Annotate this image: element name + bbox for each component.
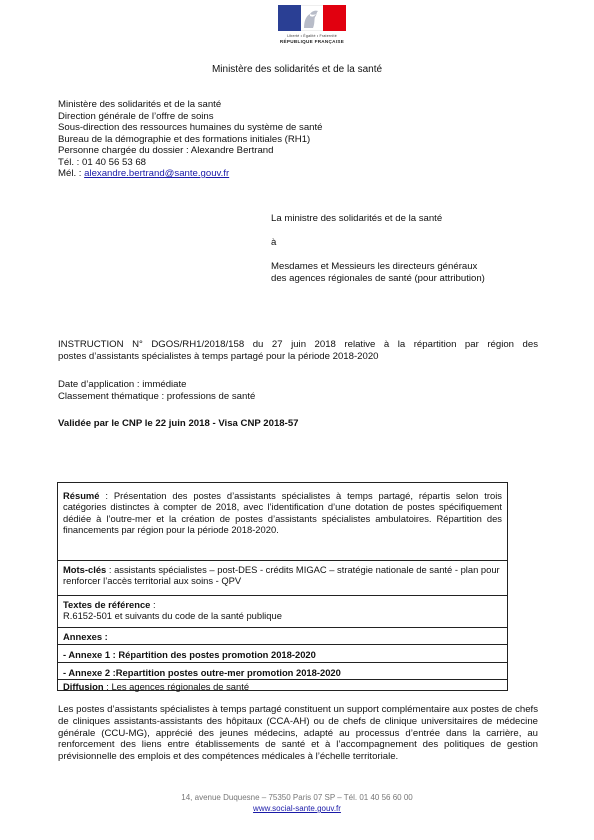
recipient-addressee: Mesdames et Messieurs les directeurs généraux: [271, 261, 478, 272]
email-link[interactable]: alexandre.bertrand@sante.gouv.fr: [84, 168, 230, 179]
motscles-section: [58, 560, 507, 595]
resume-text: : Présentation des postes d’assistants spécialistes à temps partagé, répartis selon trois catégories distinctes à compter de 2018, avec l’identification d’une dotation de postes spécifiquement dédiée à l’outre-mer et la création de postes d’assistants spécialistes ambulatoires. Répartition des financements par région pour la période 2018-2020.: [63, 490, 502, 536]
recipient-addressee: des agences régionales de santé (pour attribution): [271, 273, 485, 284]
website-link[interactable]: www.social-sante.gouv.fr: [253, 804, 341, 813]
sender-line: Bureau de la démographie et des formations initiales (RH1): [58, 133, 311, 145]
resume-label: Résumé: [63, 490, 100, 501]
textes-label: Textes de référence: [63, 599, 151, 610]
instruction-title-line: INSTRUCTION N° DGOS/RH1/2018/158 du 27 juin 2018 relative à la répartition par région des: [58, 339, 538, 350]
recipient-block: [271, 213, 485, 285]
recipient-to-word: à: [271, 237, 277, 248]
diffusion-text: : Les agences régionales de santé: [103, 681, 250, 692]
instruction-title-line: postes d’assistants spécialistes à temps partagé pour la période 2018-2020: [58, 351, 379, 362]
sender-line: Direction générale de l’offre de soins: [58, 110, 214, 122]
sender-block: [58, 99, 323, 180]
sender-line: Tél. : 01 40 56 53 68: [58, 156, 147, 168]
mail-label: Mél. :: [58, 168, 85, 179]
body-paragraph: Les postes d’assistants spécialistes à temps partagé constituent un support complémentaire aux postes de chefs de cliniques assistants-assistants des hôpitaux (CCA-AH) ou de chefs de clinique universitaires de médecine générale (CCU-MG), apprécié des jeunes médecins, adapté au processus d’entrée dans la carrière, au renforcement des liens entre établissements de santé et à l’accompagnement des politiques de gestion prévisionnelle des emplois et des compétences médicales à l’échelle territoriale.: [58, 704, 538, 763]
application-info: [58, 379, 255, 402]
footer: [0, 792, 594, 814]
motscles-text: : assistants spécialistes – post-DES - crédits MIGAC – stratégie nationale de santé - plan pour renforcer l’accès territorial aux soins - QPV: [63, 564, 500, 587]
validation-notice: Validée par le CNP le 22 juin 2018 - Visa CNP 2018-57: [58, 418, 299, 429]
instruction-title: [58, 339, 538, 363]
diffusion-label: Diffusion: [63, 681, 104, 692]
recipient-from: La ministre des solidarités et de la santé: [271, 213, 443, 224]
motto-text: Liberté • Égalité • Fraternité: [287, 34, 337, 38]
marianne-icon: [298, 7, 322, 29]
date-application: Date d’application : immédiate: [58, 379, 187, 390]
resume-section: [58, 483, 507, 560]
ministry-header: Ministère des solidarités et de la santé: [211, 64, 383, 75]
sender-line: Personne chargée du dossier : Alexandre Bertrand: [58, 145, 274, 156]
annexes-label: Annexes :: [63, 631, 108, 642]
summary-box: [57, 482, 508, 691]
sender-line: Sous-direction des ressources humaines du système de santé: [58, 122, 323, 133]
classement-thematique: Classement thématique : professions de santé: [58, 390, 256, 402]
footer-address: 14, avenue Duquesne – 75350 Paris 07 SP – Tél. 01 40 56 60 00: [181, 793, 413, 802]
textes-sep: :: [150, 599, 156, 610]
republique-francaise-logo: [276, 5, 348, 51]
republique-text: RÉPUBLIQUE FRANÇAISE: [279, 39, 345, 44]
annexe-1: - Annexe 1 : Répartition des postes promotion 2018-2020: [63, 649, 316, 660]
textes-text: R.6152-501 et suivants du code de la santé publique: [63, 610, 282, 622]
annexe-2: - Annexe 2 :Repartition postes outre-mer promotion 2018-2020: [63, 667, 341, 678]
motscles-label: Mots-clés: [63, 564, 107, 575]
diffusion-section: [58, 679, 507, 692]
sender-line: Ministère des solidarités et de la santé: [58, 99, 222, 110]
textes-section: [58, 595, 507, 627]
annexes-section: [58, 627, 507, 679]
sender-mail-row: [58, 168, 323, 180]
